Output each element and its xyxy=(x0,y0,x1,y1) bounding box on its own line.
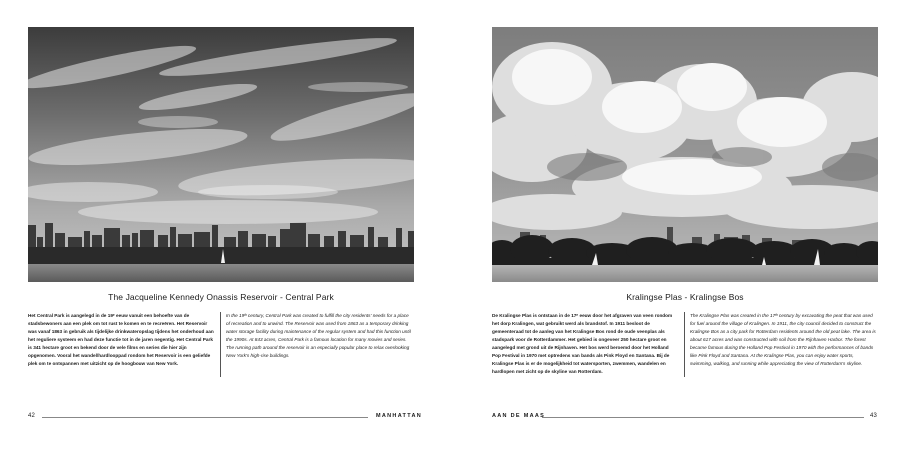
text-columns xyxy=(492,312,878,382)
text-columns xyxy=(28,312,414,382)
english-text-column: The Kralingse Plas was created in the 17ᵗʰ century by excavating the peat that was used for fuel around the village of Kralingen. In 1911, the city council decided to construct the Kralingse Bos as a city park for Rotterdam residents around the old peat lake. The area is about 617 acres and was constructed with soil from the Rijnhaven Harbor. The forest became famous during the Holland Pop Festival in 1970 with the performances of bands like Pink Floyd and Santana. At the Kralingse Plas, you can enjoy water sports, swimming, walking, and running while appreciating the view of Rotterdam's skyline. xyxy=(690,313,876,366)
section-label: AAN DE MAAS xyxy=(492,413,546,419)
kralingse-plas-photo xyxy=(492,27,878,282)
page-footer xyxy=(28,413,423,423)
photo-caption: Kralingse Plas - Kralingse Bos xyxy=(626,292,744,302)
dutch-text-column: Het Central Park is aangelegd in de 19ᵉ eeuw vanuit een behoefte van de stadsbewoners aan een plek om tot rust te komen en te recreëren. Het Reservoir was vanaf 1863 in gebruik als tijdelijke drinkwateropslag tijdens het onderhoud aan het reguliere systeem en had deze functie tot in de jaren negentig. Het Central Park is 341 hectare groot en bekend door de vele films en series die hier zijn opgenomen. Vooral het wandel/hardlooppad rondom het Reservoir is een geliefde plek om te ontspannen met uitzicht op de hoogbouw van New York. xyxy=(28,313,214,366)
dutch-text-column: De Kralingse Plas is ontstaan in de 17ᵉ eeuw door het afgraven van veen rondom het dorp Kralingen, wat gebruikt werd als brandstof. In 1911 besloot de gemeenteraad tot de aanleg van het Kralingse Bos rond de oude veenplas als stadspark voor de Rotterdammer. Het gebied is ongeveer 250 hectare groot en aangelegd met grond uit de Rijnhaven. Het bos werd beroemd door het Holland Pop Festival in 1970 met optredens van bands als Pink Floyd en Santana. Bij de Kralingse Plas is er de mogelijkheid tot watersporten, zwemmen, wandelen en hardlopen met zicht op de skyline van Rotterdam. xyxy=(492,313,673,374)
footer-rule xyxy=(542,417,864,418)
page-number: 42 xyxy=(28,413,36,419)
column-divider xyxy=(684,312,685,377)
page-number: 43 xyxy=(870,413,878,419)
column-divider xyxy=(220,312,221,377)
page-footer xyxy=(492,413,878,423)
section-label: MANHATTAN xyxy=(376,413,423,419)
right-page xyxy=(453,0,906,453)
central-park-reservoir-photo xyxy=(28,27,414,282)
footer-rule xyxy=(42,417,368,418)
english-text-column: In the 19ᵗʰ century, Central Park was created to fulfill the city residents' needs for a place of recreation and to unwind. The Reservoir was used from 1863 as a temporary drinking water storage facility during maintenance of the regular system and had this function until the 1990s. At 843 acres, Central Park is a famous location for many movies and series. The running path around the reservoir is an especially popular place to relax overlooking New York's high-rise buildings. xyxy=(226,313,411,358)
photo-caption: The Jacqueline Kennedy Onassis Reservoir - Central Park xyxy=(108,292,334,302)
